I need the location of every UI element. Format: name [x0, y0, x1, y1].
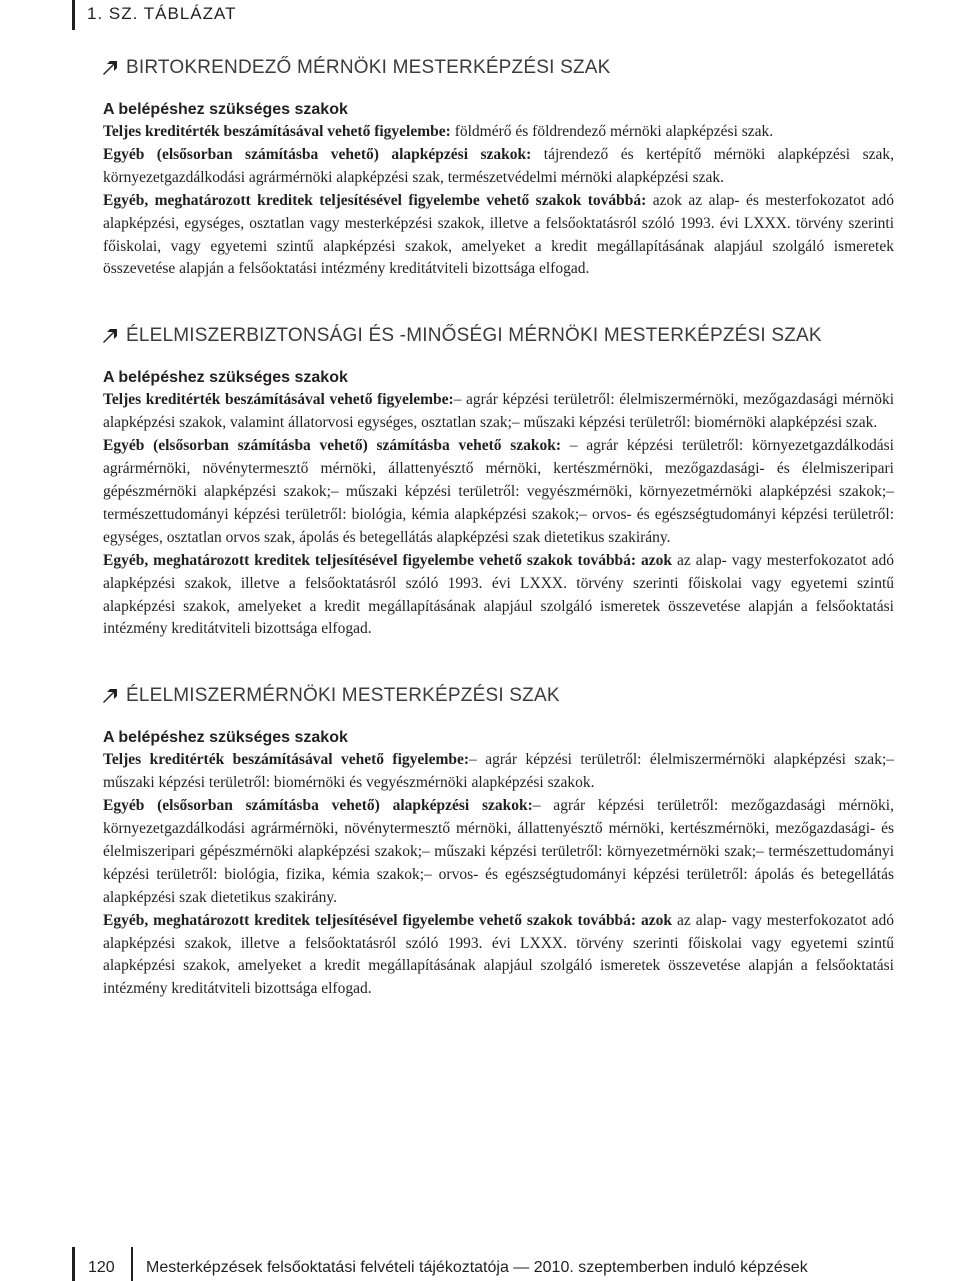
paragraph-text: tájrendező és kertépítő mérnöki alapképzési szak, környezetgazdálkodási agrármérnöki alapképzési szak, természetvédelmi mérnöki alapképzési szak.	[103, 145, 894, 186]
section-title-text: BIRTOKRENDEZŐ MÉRNÖKI MESTERKÉPZÉSI SZAK	[126, 57, 611, 78]
section-subheading: A belépéshez szükséges szakok	[103, 369, 348, 387]
section-elelmiszerbiztonsagi	[103, 323, 894, 641]
section-subheading: A belépéshez szükséges szakok	[103, 101, 348, 118]
page-content	[103, 55, 894, 1001]
paragraph-label: Egyéb (elsősorban számításba vehető) számításba vehető szakok:	[103, 437, 562, 455]
paragraph-label: Egyéb (elsősorban számításba vehető) alapképzési szakok:	[103, 797, 533, 815]
arrow-up-right-icon	[101, 687, 119, 705]
section-elelmiszermernoki	[103, 683, 894, 1001]
arrow-up-right-icon	[101, 327, 119, 345]
paragraph-label: Teljes kreditérték beszámításával vehető figyelembe:	[103, 751, 470, 769]
paragraph-text: földmérő és földrendező mérnöki alapképzési szak.	[450, 123, 774, 140]
paragraph	[103, 795, 894, 910]
paragraph	[103, 144, 894, 190]
paragraph	[103, 121, 894, 144]
paragraph	[103, 190, 894, 282]
section-title	[101, 323, 894, 349]
paragraph	[103, 910, 894, 1002]
paragraph-text: azok az alap- és mesterfokozatot adó alapképzési, egységes, osztatlan vagy mesterképzési szakok, illetve a felsőoktatásról szóló 1993. évi LXXX. törvény szerinti főiskolai, vagy egyetemi szintű alapképzési szakok, amelyeket a kredit megállapításának alapjául szolgáló ismeretek összevetése alapján a felsőoktatási intézmény kreditátviteli bizottsága elfogad.	[103, 191, 894, 278]
paragraph	[103, 550, 894, 642]
paragraph-label: Egyéb (elsősorban számításba vehető) alapképzési szakok:	[103, 145, 532, 163]
footer-title: Mesterképzések felsőoktatási felvételi tájékoztatója — 2010. szeptemberben induló képzések	[146, 1259, 808, 1276]
section-subheading: A belépéshez szükséges szakok	[103, 729, 348, 747]
arrow-up-right-icon	[101, 59, 119, 77]
paragraph-label: Egyéb, meghatározott kreditek teljesítésével figyelembe vehető szakok továbbá:	[103, 191, 647, 209]
section-title	[101, 55, 894, 81]
footer-rule	[72, 1247, 75, 1281]
paragraph-text: – agrár képzési területről: környezetgazdálkodási agrármérnöki, növénytermesztő mérnöki, állattenyésztő mérnöki, kertészmérnöki, mezőgazdasági- és élelmiszeripari gépészmérnöki alapképzési szakok;– műszaki képzési területről: vegyészmérnöki, környezetmérnöki alapképzési szakok;– természettudományi képzési területről: biológia, kémia alapképzési szakok;– orvos- és egészségtudományi képzési területről: egységes, osztatlan orvos szak, ápolás és betegellátás alapképzési szak dietetikus szakirány.	[103, 437, 894, 546]
header-rule	[72, 0, 75, 30]
paragraph-text: – agrár képzési területről: élelmiszermérnöki, mezőgazdasági mérnöki alapképzési szakok, valamint állatorvosi egységes, osztatlan szak;– műszaki képzési területről: biomérnöki alapképzési szak.	[103, 391, 895, 432]
section-birtokrendezo	[103, 55, 894, 281]
page-number: 120	[88, 1259, 115, 1276]
paragraph-text: – agrár képzési területről: élelmiszermérnöki alapképzési szak;– műszaki képzési területről: biomérnöki és vegyészmérnöki alapképzési szakok.	[103, 751, 894, 792]
running-head: 1. SZ. TÁBLÁZAT	[87, 4, 237, 23]
paragraph-text: – agrár képzési területről: mezőgazdasági mérnöki, környezetgazdálkodási agrármérnöki, növénytermesztő mérnöki, állattenyésztő mérnöki, kertészmérnöki, mezőgazdasági- és élelmiszeripari gépészmérnöki alapképzési szakok;– műszaki képzési területről: környezetmérnöki szak;– természettudományi képzési területről: biológia, fizika, kémia szakok;– orvos- és egészségtudományi képzési területről: ápolás és betegellátás alapképzési szak dietetikus szakirány.	[103, 797, 894, 906]
paragraph	[103, 749, 894, 795]
section-title-text: ÉLELMISZERMÉRNÖKI MESTERKÉPZÉSI SZAK	[126, 685, 560, 707]
section-title-text: ÉLELMISZERBIZTONSÁGI ÉS -MINŐSÉGI MÉRNÖKI MESTERKÉPZÉSI SZAK	[126, 325, 822, 347]
paragraph-text: az alap- vagy mesterfokozatot adó alapképzési szakok, illetve a felsőoktatásról szóló 1993. évi LXXX. törvény szerinti főiskolai vagy egyetemi szintű alapképzési szakok, amelyeket a kredit megállapításának alapjául szolgáló ismeretek összevetése alapján a felsőoktatási intézmény kreditátviteli bizottsága elfogad.	[103, 551, 894, 638]
footer-separator	[131, 1247, 133, 1281]
paragraph-label: Teljes kreditérték beszámításával vehető figyelembe:	[103, 391, 454, 409]
paragraph-label: Teljes kreditérték beszámításával vehető figyelembe:	[103, 123, 451, 140]
section-title	[101, 683, 894, 709]
paragraph-label: Egyéb, meghatározott kreditek teljesítésével figyelembe vehető szakok továbbá: azok	[103, 911, 673, 929]
paragraph	[103, 435, 894, 550]
paragraph	[103, 389, 894, 435]
paragraph-label: Egyéb, meghatározott kreditek teljesítésével figyelembe vehető szakok továbbá: azok	[103, 551, 673, 569]
paragraph-text: az alap- vagy mesterfokozatot adó alapképzési szakok, illetve a felsőoktatásról szóló 1993. évi LXXX. törvény szerinti főiskolai vagy egyetemi szintű alapképzési szakok, amelyeket a kredit megállapításának alapjául szolgáló ismeretek összevetése alapján a felsőoktatási intézmény kreditátviteli bizottsága elfogad.	[103, 911, 894, 998]
